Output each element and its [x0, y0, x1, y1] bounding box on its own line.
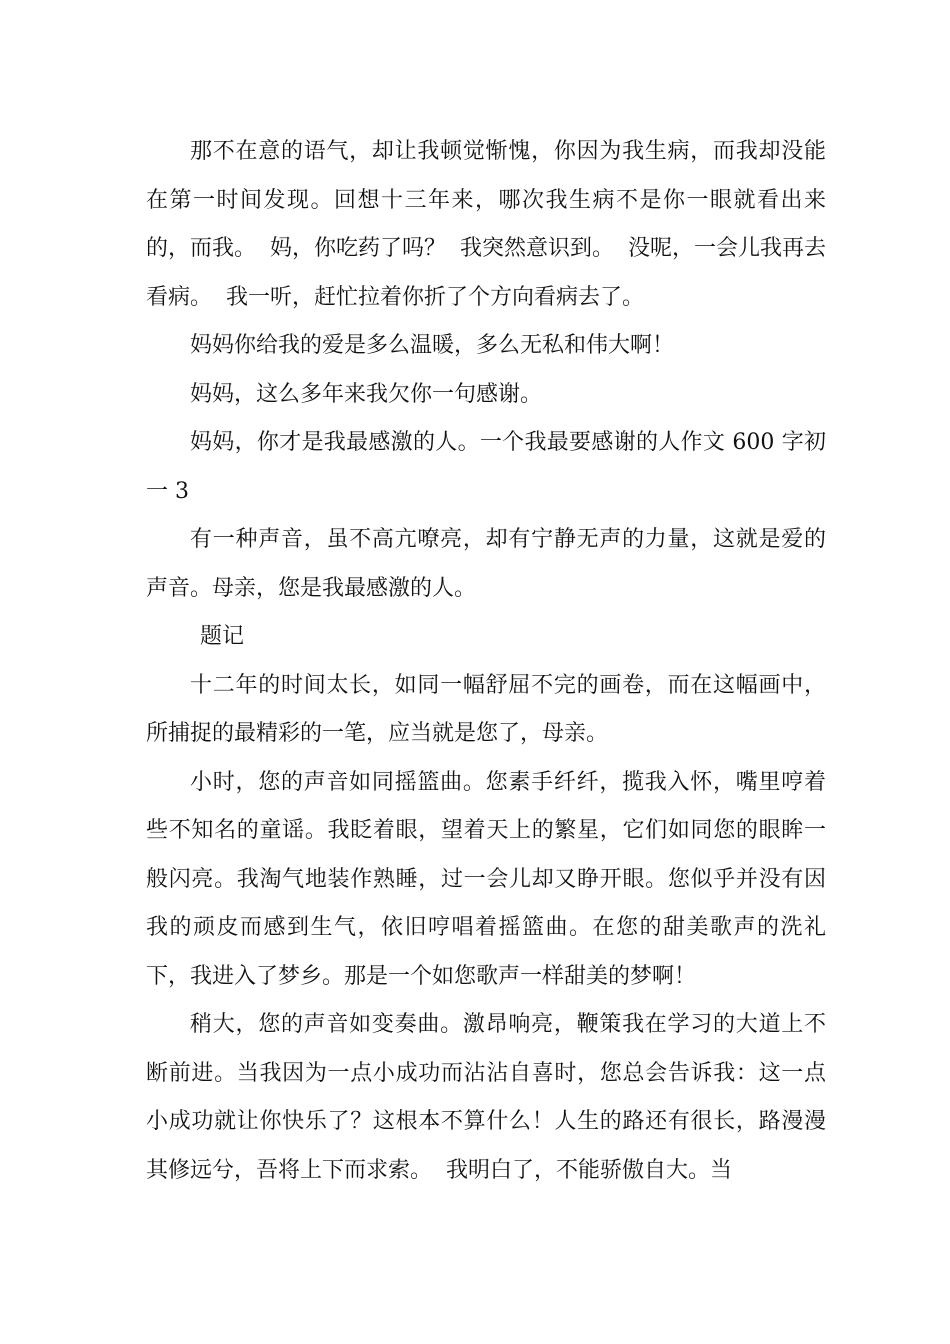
- paragraph: 那不在意的语气，却让我顿觉惭愧，你因为我生病，而我却没能在第一时间发现。回想十三年来，哪次我生病不是你一眼就看出来的，而我。 妈，你吃药了吗？ 我突然意识到。 没呢，一会儿我再去看病。 我一听，赶忙拉着你折了个方向看病去了。: [146, 139, 826, 310]
- paragraph: 小时，您的声音如同摇篮曲。您素手纤纤，揽我入怀，嘴里哼着些不知名的童谣。我眨着眼，望着天上的繁星，它们如同您的眼眸一般闪亮。我淘气地装作熟睡，过一会儿却又睁开眼。您似乎并没有因我的顽皮而感到生气，依旧哼唱着摇篮曲。在您的甜美歌声的洗礼下，我进入了梦乡。那是一个如您歌声一样甜美的梦啊！: [146, 769, 826, 989]
- epigraph-label: 题记: [200, 624, 245, 649]
- document-body: [146, 128, 826, 1195]
- paragraph: 妈妈，你才是我最感激的人。一个我最要感谢的人作文 600 字初一 3: [146, 430, 826, 504]
- paragraph: 十二年的时间太长，如同一幅舒屈不完的画卷，而在这幅画中，所捕捉的最精彩的一笔，应当就是您了，母亲。: [146, 672, 826, 746]
- paragraph: 有一种声音，虽不高亢嘹亮，却有宁静无声的力量，这就是爱的声音。母亲，您是我最感激的人。: [146, 527, 826, 601]
- paragraph: 妈妈你给我的爱是多么温暖，多么无私和伟大啊！: [190, 333, 675, 358]
- paragraph: 妈妈，这么多年来我欠你一句感谢。: [190, 381, 543, 407]
- paragraph: 稍大，您的声音如变奏曲。激昂响亮，鞭策我在学习的大道上不断前进。当我因为一点小成功而沾沾自喜时，您总会告诉我：这一点小成功就让你快乐了？这根本不算什么！人生的路还有很长，路漫漫其修远兮，吾将上下而求索。 我明白了，不能骄傲自大。当: [146, 1012, 826, 1183]
